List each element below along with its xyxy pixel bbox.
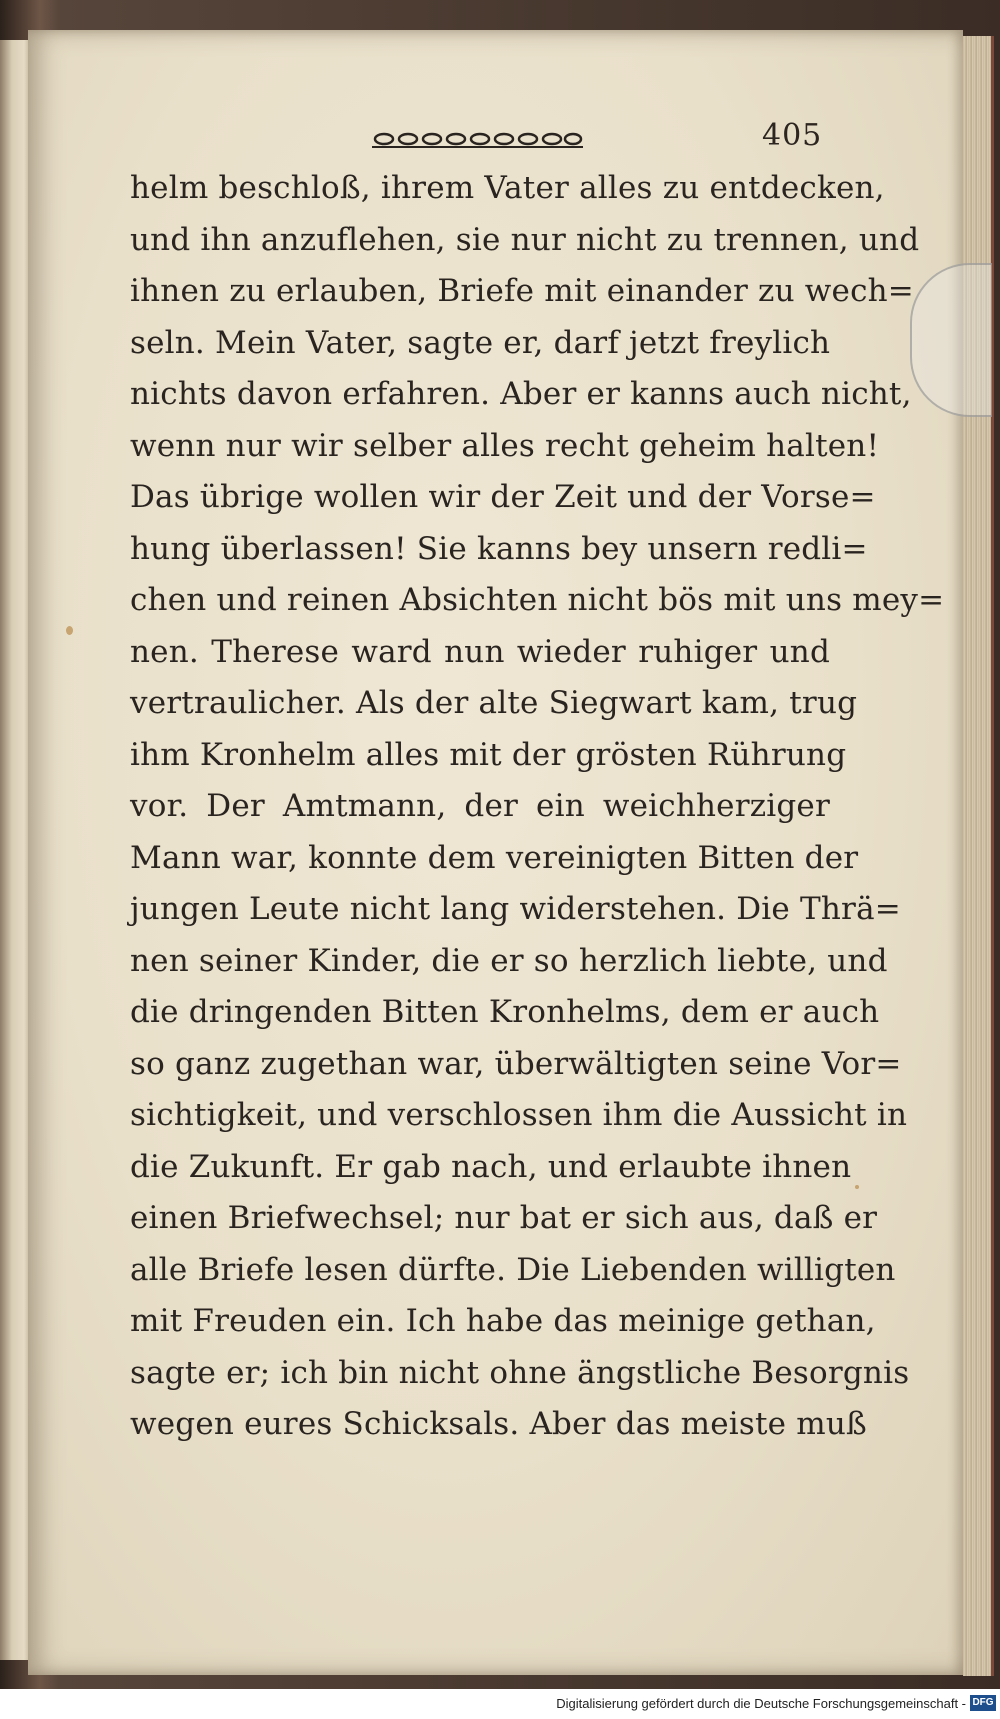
- text-line: jungen Leute nicht lang widerstehen. Die Thrä=: [130, 891, 901, 927]
- text-line: nen seiner Kinder, die er so herzlich liebte, und: [130, 942, 888, 979]
- text-line: nen. Therese ward nun wieder ruhiger und: [130, 633, 830, 670]
- page-clip: [910, 263, 992, 417]
- text-line: hung überlassen! Sie kanns bey unsern redli=: [130, 530, 868, 567]
- paper-stain: [66, 626, 73, 635]
- text-line: so ganz zugethan war, überwältigten seine Vor=: [130, 1045, 902, 1082]
- text-line: Mann war, konnte dem vereinigten Bitten der: [130, 839, 859, 876]
- digitization-credit: Digitalisierung gefördert durch die Deutsche Forschungsgemeinschaft -: [556, 1696, 966, 1711]
- text-line: vor. Der Amtmann, der ein weichherziger: [130, 788, 830, 824]
- page-number: 405: [762, 118, 823, 153]
- text-line: helm beschloß, ihrem Vater alles zu entdecken,: [130, 170, 885, 206]
- paper-stain: [855, 1185, 859, 1189]
- text-line: mit Freuden ein. Ich habe das meinige gethan,: [130, 1303, 876, 1339]
- dfg-logo-icon: DFG: [970, 1695, 996, 1711]
- text-line: die dringenden Bitten Kronhelms, dem er auch: [130, 994, 880, 1030]
- text-line: vertraulicher. Als der alte Siegwart kam, trug: [130, 685, 858, 721]
- text-line: Das übrige wollen wir der Zeit und der Vorse=: [130, 479, 876, 515]
- text-line: alle Briefe lesen dürfte. Die Liebenden willigten: [130, 1251, 896, 1288]
- text-line: ihm Kronhelm alles mit der grösten Rührung: [130, 736, 847, 773]
- header-ornament: [370, 128, 585, 150]
- text-line: ihnen zu erlauben, Briefe mit einander zu wech=: [130, 273, 914, 309]
- text-line: chen und reinen Absichten nicht bös mit uns mey=: [130, 582, 945, 618]
- text-line: wenn nur wir selber alles recht geheim halten!: [130, 427, 880, 464]
- text-line: nichts davon erfahren. Aber er kanns auch nicht,: [130, 376, 912, 412]
- text-line: sagte er; ich bin nicht ohne ängstliche Besorgnis: [130, 1354, 910, 1391]
- text-line: sichtigkeit, und verschlossen ihm die Aussicht in: [130, 1097, 908, 1133]
- body-text: [130, 163, 945, 1451]
- text-line: einen Briefwechsel; nur bat er sich aus, daß er: [130, 1200, 878, 1236]
- text-line: seln. Mein Vater, sagte er, darf jetzt freylich: [130, 324, 831, 361]
- text-line: wegen eures Schicksals. Aber das meiste muß: [130, 1406, 867, 1442]
- text-line: die Zukunft. Er gab nach, und erlaubte ihnen: [130, 1148, 852, 1185]
- facing-page-margin: [0, 40, 28, 1640]
- text-line: und ihn anzuflehen, sie nur nicht zu trennen, und: [130, 221, 920, 258]
